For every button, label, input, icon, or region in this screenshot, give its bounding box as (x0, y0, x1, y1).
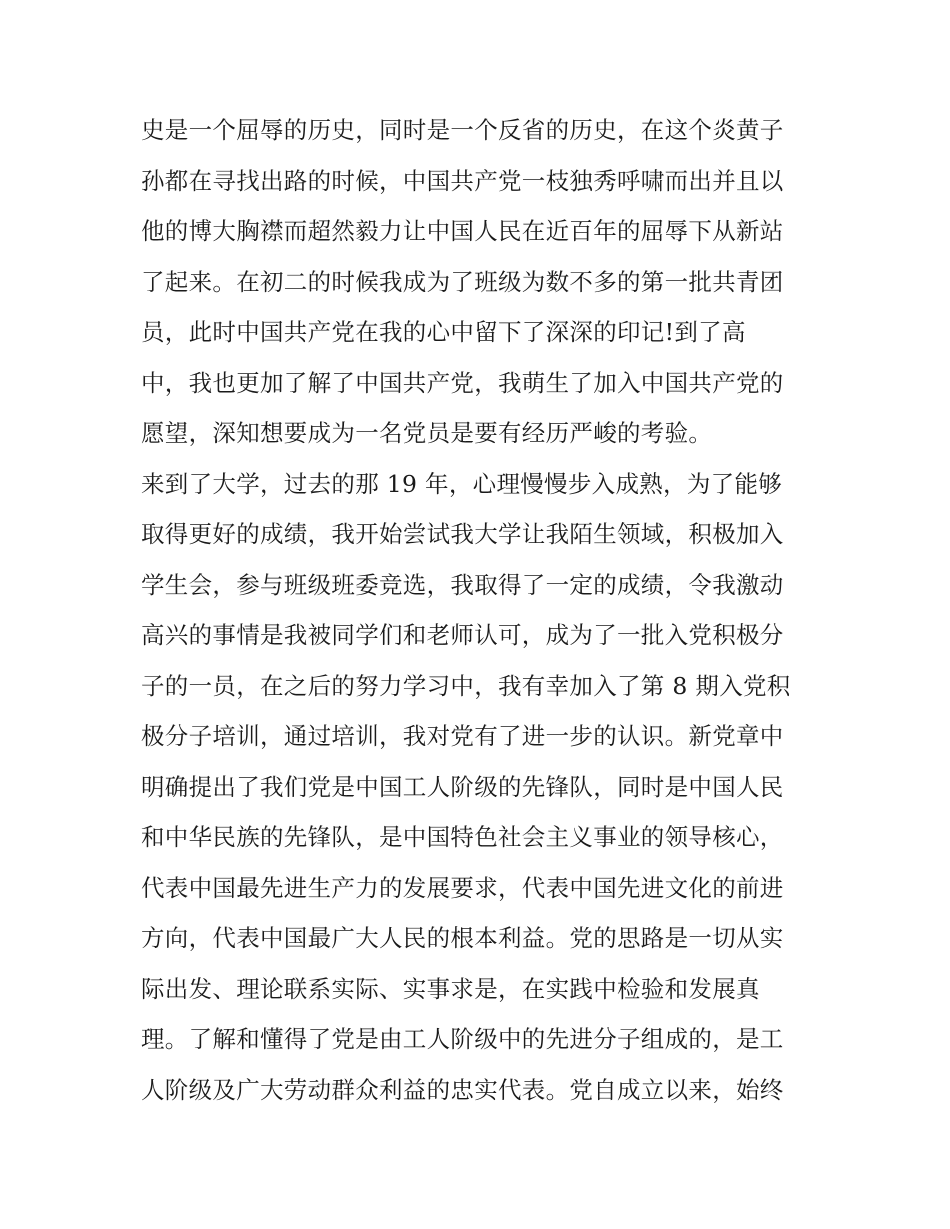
text-line-15: 和中华民族的先锋队，是中国特色社会主义事业的领导核心， (141, 823, 784, 851)
text-line-20: 人阶级及广大劳动群众利益的忠实代表。党自成立以来，始终 (141, 1075, 784, 1104)
text-line-5: 员，此时中国共产党在我的心中留下了深深的印记!到了高 (141, 318, 746, 346)
text-line-12: 子的一员，在之后的努力学习中，我有幸加入了第 8 期入党积 (141, 671, 791, 700)
text-line-9: 取得更好的成绩，我开始尝试我大学让我陌生领域，积极加入 (141, 520, 784, 548)
text-line-13: 极分子培训，通过培训，我对党有了进一步的认识。新党章中 (141, 722, 784, 750)
text-line-16: 代表中国最先进生产力的发展要求，代表中国先进文化的前进 (141, 873, 784, 902)
text-line-6: 中，我也更加了解了中国共产党，我萌生了加入中国共产党的 (141, 368, 784, 397)
text-line-7: 愿望，深知想要成为一名党员是要有经历严峻的考验。 (141, 419, 713, 447)
text-line-1: 史是一个屈辱的历史，同时是一个反省的历史，在这个炎黄子 (141, 116, 784, 144)
text-line-3: 他的博大胸襟而超然毅力让中国人民在近百年的屈辱下从新站 (141, 217, 784, 245)
body-text (141, 105, 831, 1115)
text-line-10: 学生会，参与班级班委竞选，我取得了一定的成绩，令我激动 (141, 570, 784, 599)
text-line-17: 方向，代表中国最广大人民的根本利益。党的思路是一切从实 (141, 924, 784, 952)
text-line-2: 孙都在寻找出路的时候，中国共产党一枝独秀呼啸而出并且以 (141, 166, 784, 195)
text-line-19: 理。了解和懂得了党是由工人阶级中的先进分子组成的，是工 (141, 1025, 784, 1053)
text-line-11: 高兴的事情是我被同学们和老师认可，成为了一批入党积极分 (141, 621, 784, 649)
text-line-18: 际出发、理论联系实际、实事求是，在实践中检验和发展真 (141, 974, 760, 1003)
text-line-14: 明确提出了我们党是中国工人阶级的先锋队，同时是中国人民 (141, 772, 784, 801)
text-line-8: 来到了大学，过去的那 19 年，心理慢慢步入成熟，为了能够 (141, 469, 783, 498)
text-line-4: 了起来。在初二的时候我成为了班级为数不多的第一批共青团 (141, 267, 784, 296)
